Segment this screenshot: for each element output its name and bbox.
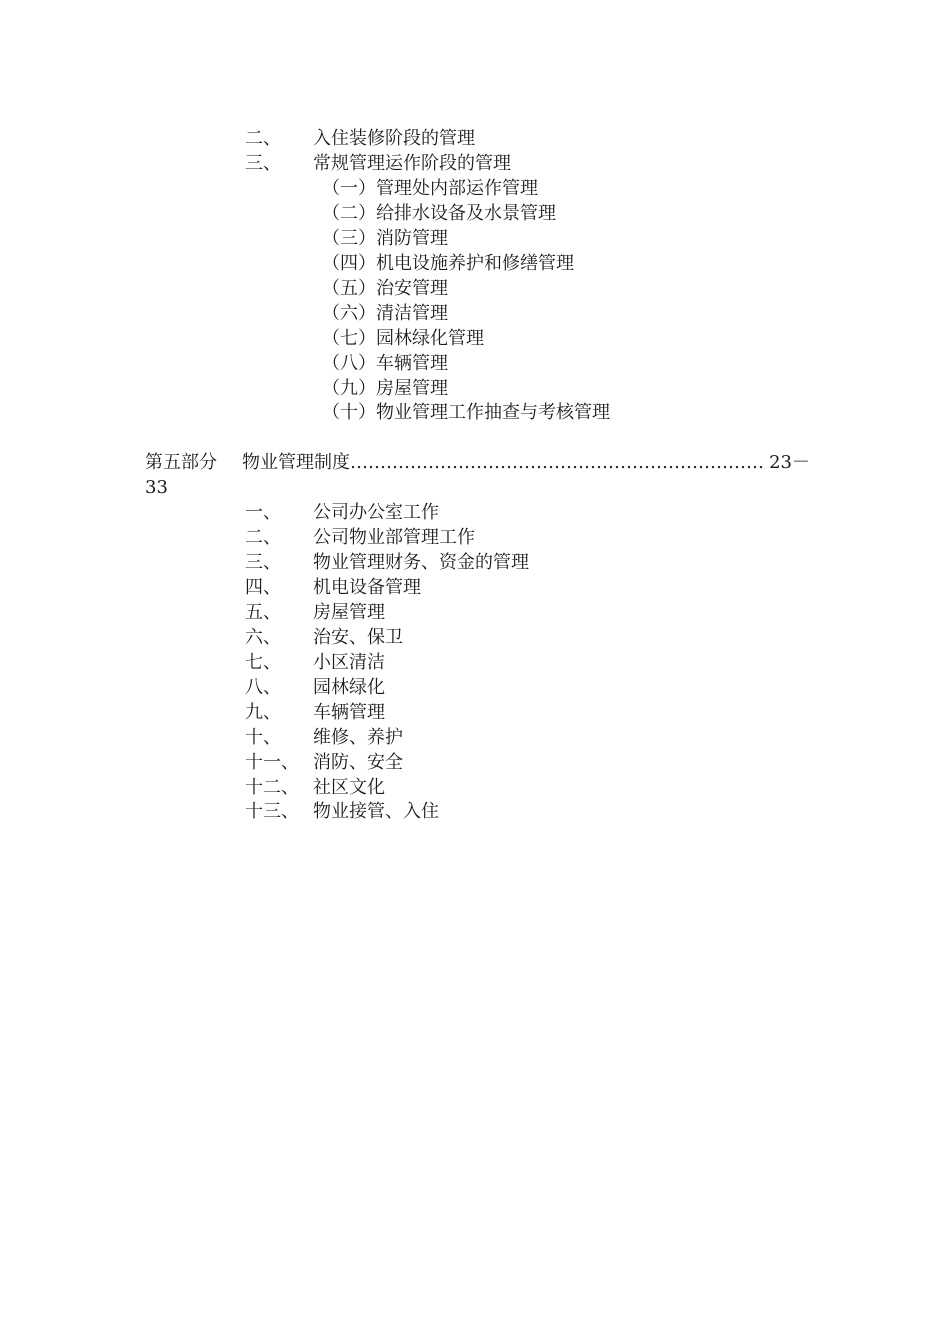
toc-item-title: 入住装修阶段的管理 xyxy=(313,128,475,149)
toc-item-title: 物业接管、入住 xyxy=(313,801,439,822)
toc-item-number: 十三、 xyxy=(245,801,299,822)
toc-item-number: 九、 xyxy=(245,702,281,723)
toc-part-label: 第五部分 xyxy=(145,452,217,473)
toc-item-title: 小区清洁 xyxy=(313,652,385,673)
toc-item-number: 四、 xyxy=(245,577,281,598)
toc-item-title: 园林绿化 xyxy=(313,677,385,698)
toc-item-number: 六、 xyxy=(245,627,281,648)
toc-item-title: 机电设备管理 xyxy=(313,577,421,598)
toc-page-end: 33 xyxy=(145,477,168,498)
toc-item-number: 七、 xyxy=(245,652,281,673)
toc-item xyxy=(245,625,403,650)
toc-item-title: 车辆管理 xyxy=(313,702,385,723)
toc-item-number: 一、 xyxy=(245,502,281,523)
toc-item-title: 房屋管理 xyxy=(313,602,385,623)
toc-item xyxy=(245,550,529,575)
toc-page-start: 23－ xyxy=(769,452,810,473)
toc-part-title: 物业管理制度 xyxy=(242,452,350,473)
toc-item xyxy=(245,650,385,675)
toc-item-number: 二、 xyxy=(245,527,281,548)
toc-item-number: 五、 xyxy=(245,602,281,623)
toc-item-title: 公司办公室工作 xyxy=(313,502,439,523)
toc-subitem: （五）治安管理 xyxy=(322,278,448,299)
toc-item xyxy=(245,700,385,725)
toc-subitem: （二）给排水设备及水景管理 xyxy=(322,203,556,224)
toc-subitem: （九）房屋管理 xyxy=(322,378,448,399)
toc-subitem: （十）物业管理工作抽查与考核管理 xyxy=(322,402,610,423)
toc-item xyxy=(245,151,511,176)
toc-subitem: （一）管理处内部运作管理 xyxy=(322,178,538,199)
toc-item xyxy=(245,775,385,800)
toc-item xyxy=(245,725,403,750)
toc-item xyxy=(245,750,403,775)
toc-item-title: 治安、保卫 xyxy=(313,627,403,648)
toc-item-number: 八、 xyxy=(245,677,281,698)
toc-item-number: 三、 xyxy=(245,552,281,573)
toc-leader-dots: …………………………………………………………… xyxy=(350,452,764,473)
toc-part-heading xyxy=(145,450,810,475)
toc-item xyxy=(245,525,475,550)
toc-item xyxy=(245,600,385,625)
toc-item-title: 维修、养护 xyxy=(313,727,403,748)
toc-item xyxy=(245,675,385,700)
toc-item xyxy=(245,575,421,600)
toc-item-title: 公司物业部管理工作 xyxy=(313,527,475,548)
toc-item-title: 消防、安全 xyxy=(313,752,403,773)
toc-item-title: 常规管理运作阶段的管理 xyxy=(313,153,511,174)
toc-subitem: （八）车辆管理 xyxy=(322,353,448,374)
toc-item-number: 三、 xyxy=(245,153,281,174)
toc-item xyxy=(245,126,475,151)
toc-subitem: （六）清洁管理 xyxy=(322,303,448,324)
toc-item xyxy=(245,500,439,525)
toc-item xyxy=(245,799,439,824)
toc-item-title: 社区文化 xyxy=(313,777,385,798)
toc-subitem: （四）机电设施养护和修缮管理 xyxy=(322,253,574,274)
toc-subitem: （三）消防管理 xyxy=(322,228,448,249)
toc-item-number: 十二、 xyxy=(245,777,299,798)
toc-subitem: （七）园林绿化管理 xyxy=(322,328,484,349)
toc-item-number: 二、 xyxy=(245,128,281,149)
toc-item-number: 十、 xyxy=(245,727,281,748)
toc-item-number: 十一、 xyxy=(245,752,299,773)
toc-item-title: 物业管理财务、资金的管理 xyxy=(313,552,529,573)
